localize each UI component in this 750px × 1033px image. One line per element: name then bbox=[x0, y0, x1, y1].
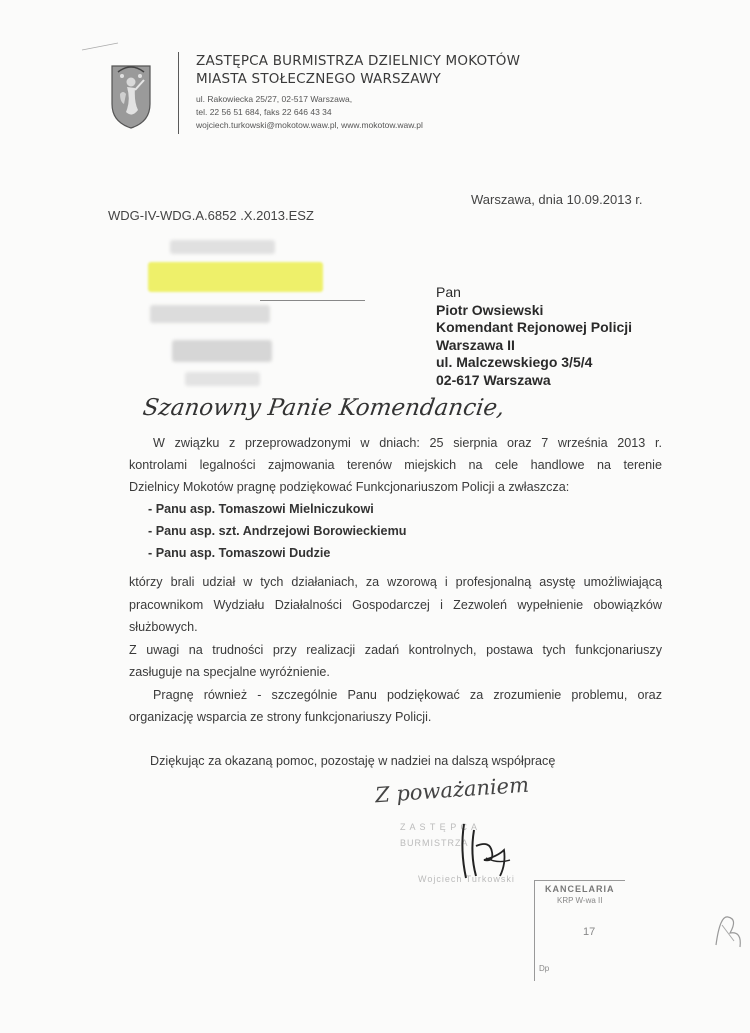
recipient-line: Pan bbox=[436, 284, 461, 300]
registry-stamp bbox=[534, 880, 625, 981]
body-line: pracownikom Wydziału Działalności Gospodarczej i Zezwoleń wypełnienie obowiązków bbox=[129, 597, 662, 612]
redacted-block bbox=[170, 240, 275, 254]
body-line: którzy brali udział w tych działaniach, za wzorową i profesjonalną asystę umożliwiającą bbox=[129, 575, 662, 589]
recipient-line: Komendant Rejonowej Policji bbox=[436, 319, 633, 336]
stamp-mark: 17 bbox=[583, 926, 596, 938]
paragraph-2 bbox=[129, 571, 662, 729]
paragraph-1 bbox=[129, 432, 662, 498]
list-item: - Panu asp. Tomaszowi Mielniczukowi bbox=[148, 502, 374, 516]
handwritten-regards: Z poważaniem bbox=[374, 772, 530, 808]
faint-stamp-text: Z A S T Ę P C A bbox=[400, 822, 479, 832]
body-line: W związku z przeprowadzonymi w dniach: 25 sierpnia oraz 7 września 2013 r. bbox=[153, 436, 662, 450]
body-line: zasługuje na specjalne wyróżnienie. bbox=[129, 665, 330, 679]
letterhead-divider bbox=[178, 52, 179, 134]
list-item: - Panu asp. Tomaszowi Dudzie bbox=[148, 546, 331, 560]
redacted-block bbox=[185, 372, 260, 386]
redacted-block bbox=[150, 305, 270, 323]
letterhead-address: ul. Rakowiecka 25/27, 02-517 Warszawa, bbox=[196, 94, 353, 104]
letter-date: Warszawa, dnia 10.09.2013 r. bbox=[471, 192, 643, 207]
reference-number: WDG-IV-WDG.A.6852 .X.2013.ESZ bbox=[108, 208, 314, 223]
stamp-sub: KRP W-wa II bbox=[557, 896, 603, 905]
margin-scribble-icon bbox=[708, 905, 748, 955]
redaction-underline bbox=[260, 300, 365, 301]
redacted-highlight bbox=[148, 262, 323, 292]
letterhead-contact: wojciech.turkowski@mokotow.waw.pl, www.mokotow.waw.pl bbox=[196, 120, 423, 130]
body-line: Dzielnicy Mokotów pragnę podziękować Funkcjonariuszom Policji a zwłaszcza: bbox=[129, 480, 570, 494]
officer-list bbox=[148, 502, 406, 568]
redacted-block bbox=[172, 340, 272, 362]
body-line: kontrolami legalności zajmowania terenów miejskich na cele handlowe na terenie bbox=[129, 458, 662, 472]
warsaw-mermaid-crest-icon bbox=[108, 60, 154, 130]
letterhead-title-line2: MIASTA STOŁECZNEGO WARSZAWY bbox=[196, 71, 441, 87]
scan-artifact-mark bbox=[80, 40, 120, 52]
handwritten-salutation: Szanowny Panie Komendancie, bbox=[141, 395, 507, 421]
letterhead-phone: tel. 22 56 51 684, faks 22 646 43 34 bbox=[196, 107, 332, 117]
list-item: - Panu asp. szt. Andrzejowi Borowieckiemu bbox=[148, 524, 407, 538]
recipient-city: 02-617 Warszawa bbox=[436, 371, 551, 388]
body-line: Z uwagi na trudności przy realizacji zadań kontrolnych, postawa tych funkcjonariuszy bbox=[129, 642, 662, 657]
body-line: Pragnę również - szczególnie Panu podziękować za zrozumienie problemu, oraz bbox=[153, 687, 662, 702]
signature-icon bbox=[446, 820, 521, 885]
recipient-line: Warszawa II bbox=[436, 336, 515, 353]
recipient-name: Piotr Owsiewski bbox=[436, 301, 544, 318]
recipient-address bbox=[436, 284, 632, 390]
faint-stamp-text: BURMISTRZA bbox=[400, 838, 469, 848]
stamp-label: KANCELARIA bbox=[545, 884, 615, 894]
closing-line: Dziękując za okazaną pomoc, pozostaję w nadziei na dalszą współpracę bbox=[150, 754, 556, 768]
body-line: służbowych. bbox=[129, 620, 198, 634]
faint-stamp-text: Wojciech Turkowski bbox=[418, 874, 515, 884]
recipient-street: ul. Malczewskiego 3/5/4 bbox=[436, 354, 593, 371]
stamp-footer: Dp bbox=[539, 964, 550, 973]
letterhead-title-line1: ZASTĘPCA BURMISTRZA DZIELNICY MOKOTÓW bbox=[196, 53, 521, 69]
body-line: organizację wsparcia ze strony funkcjonariuszy Policji. bbox=[129, 710, 432, 724]
